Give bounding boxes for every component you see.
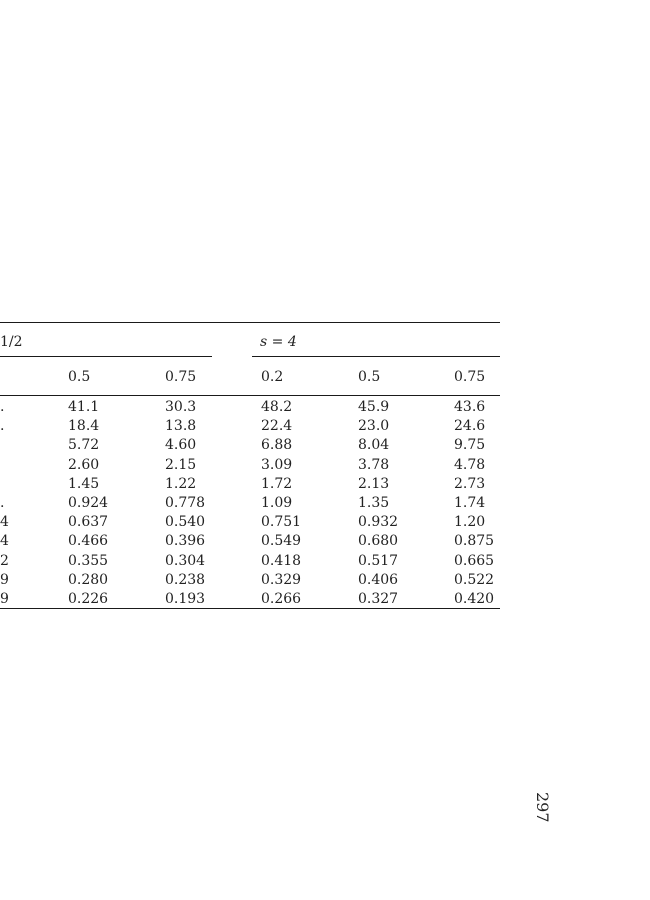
table-cell: 0.329	[261, 571, 302, 588]
col-header-4: 0.5	[358, 369, 381, 385]
table-cell: 24.6	[454, 418, 486, 435]
table-cell: 0.522	[454, 571, 495, 588]
group-right-label: s = 4	[260, 334, 297, 350]
table-cell: 0.396	[165, 533, 206, 550]
table-cell: 45.9	[358, 399, 390, 415]
row-fragment: 9	[0, 591, 9, 607]
table-cell: 0.751	[261, 514, 302, 531]
table-cell: 4.78	[454, 456, 486, 473]
table-cell: 0.924	[68, 495, 109, 511]
table-cell: 0.420	[454, 591, 495, 607]
table-cell: 6.88	[261, 437, 293, 454]
table-cell: 2.13	[358, 475, 390, 492]
table-cell: 8.04	[358, 437, 390, 454]
table-cell: 0.304	[165, 552, 206, 569]
group-left-rule	[0, 356, 212, 357]
table-cell: 0.932	[358, 514, 399, 531]
table-cell: 18.4	[68, 418, 100, 435]
table-cell: 1.45	[68, 475, 100, 492]
table-top-rule	[0, 322, 500, 323]
table-cell: 1.22	[165, 475, 197, 492]
table-cell: 0.238	[165, 571, 206, 588]
table-cell: 1.72	[261, 475, 293, 492]
table-cell: 0.193	[165, 591, 206, 607]
row-fragment: 9	[0, 571, 9, 588]
row-fragment: 4	[0, 533, 9, 550]
row-fragment: 4	[0, 514, 9, 531]
group-right-rule	[252, 356, 500, 357]
table-cell: 0.406	[358, 571, 399, 588]
header-bottom-rule	[0, 395, 500, 396]
table-cell: 1.20	[454, 514, 486, 531]
table-cell: 2.73	[454, 475, 486, 492]
table-cell: 41.1	[68, 399, 100, 415]
group-left-label: 1/2	[0, 334, 23, 350]
page-number: 297	[533, 792, 552, 823]
row-fragment: .	[0, 418, 5, 435]
row-fragment: .	[0, 399, 5, 415]
table-cell: 2.60	[68, 456, 100, 473]
table-cell: 2.15	[165, 456, 197, 473]
table-cell: 0.665	[454, 552, 495, 569]
table-cell: 0.266	[261, 591, 302, 607]
table-cell: 9.75	[454, 437, 486, 454]
table-cell: 0.875	[454, 533, 495, 550]
table-bottom-rule	[0, 608, 500, 609]
table-cell: 1.35	[358, 495, 390, 511]
row-fragment: .	[0, 495, 5, 511]
table-cell: 23.0	[358, 418, 390, 435]
table-cell: 22.4	[261, 418, 293, 435]
table-cell: 0.549	[261, 533, 302, 550]
table-cell: 0.778	[165, 495, 206, 511]
table-cell: 0.418	[261, 552, 302, 569]
row-fragment: 2	[0, 552, 9, 569]
table-cell: 0.226	[68, 591, 109, 607]
table-cell: 0.466	[68, 533, 109, 550]
table-cell: 3.78	[358, 456, 390, 473]
table-cell: 4.60	[165, 437, 197, 454]
col-header-1: 0.5	[68, 369, 91, 385]
table-cell: 13.8	[165, 418, 197, 435]
table-cell: 48.2	[261, 399, 293, 415]
col-header-5: 0.75	[454, 369, 486, 385]
table-cell: 0.540	[165, 514, 206, 531]
table-cell: 30.3	[165, 399, 197, 415]
table-cell: 0.680	[358, 533, 399, 550]
table-cell: 0.355	[68, 552, 109, 569]
table-cell: 0.517	[358, 552, 399, 569]
table-cell: 1.09	[261, 495, 293, 511]
table-cell: 1.74	[454, 495, 486, 511]
table-cell: 5.72	[68, 437, 100, 454]
table-cell: 43.6	[454, 399, 486, 415]
table-cell: 0.327	[358, 591, 399, 607]
table-cell: 3.09	[261, 456, 293, 473]
table-cell: 0.280	[68, 571, 109, 588]
col-header-2: 0.75	[165, 369, 197, 385]
table-cell: 0.637	[68, 514, 109, 531]
col-header-3: 0.2	[261, 369, 284, 385]
